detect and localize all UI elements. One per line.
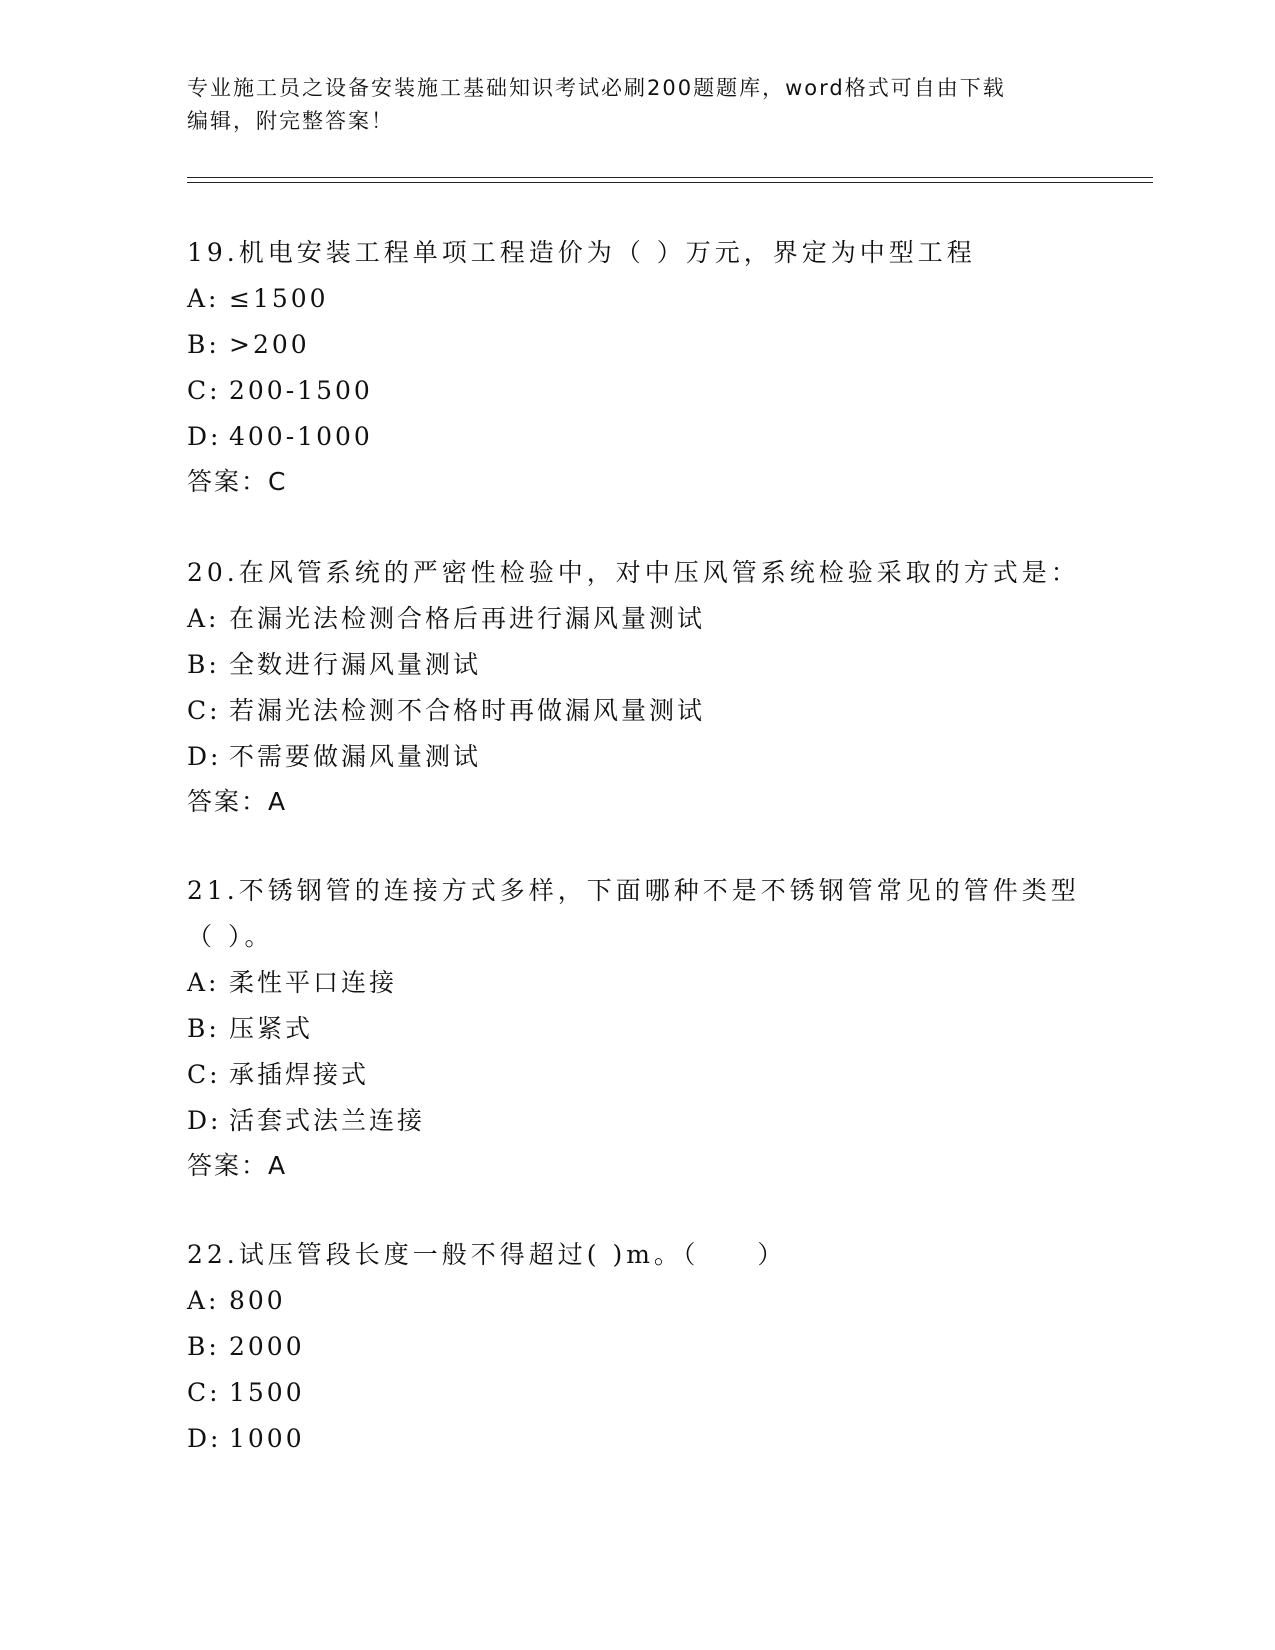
option-b[interactable]: [187, 322, 1087, 368]
option-letter: D:: [187, 1106, 222, 1135]
option-d[interactable]: [187, 414, 1087, 460]
option-b[interactable]: [187, 1006, 1087, 1052]
option-d[interactable]: [187, 1098, 1087, 1144]
option-letter: C:: [187, 696, 221, 725]
option-text: 全数进行漏风量测试: [229, 650, 482, 679]
option-b[interactable]: [187, 642, 1087, 688]
option-text: ≤1500: [229, 284, 329, 313]
answer-label: 答案：C: [187, 467, 288, 496]
option-letter: C:: [187, 1378, 221, 1407]
option-letter: B:: [187, 1014, 220, 1043]
option-a[interactable]: [187, 960, 1087, 1006]
question-19: [187, 230, 1087, 504]
option-text: >200: [229, 330, 310, 359]
option-c[interactable]: [187, 1052, 1087, 1098]
option-text: 柔性平口连接: [229, 968, 398, 997]
option-letter: C:: [187, 376, 221, 405]
question-stem: 19.机电安装工程单项工程造价为（ ）万元，界定为中型工程: [187, 238, 976, 267]
option-text: 若漏光法检测不合格时再做漏风量测试: [229, 696, 706, 725]
option-text: 2000: [229, 1332, 305, 1361]
option-letter: B:: [187, 330, 220, 359]
document-header: [187, 72, 1087, 138]
question-21: [187, 868, 1087, 1188]
option-b[interactable]: [187, 1324, 1087, 1370]
header-line-2: 编辑，附完整答案！: [187, 109, 394, 133]
option-text: 200-1500: [229, 376, 373, 405]
question-stem-continued: （ ）。: [187, 922, 274, 951]
option-c[interactable]: [187, 368, 1087, 414]
option-letter: A:: [187, 1286, 220, 1315]
option-text: 承插焊接式: [229, 1060, 370, 1089]
option-letter: D:: [187, 1424, 222, 1453]
answer-label: 答案：A: [187, 1151, 288, 1180]
question-stem: 20.在风管系统的严密性检验中，对中压风管系统检验采取的方式是：: [187, 558, 1080, 587]
option-d[interactable]: [187, 734, 1087, 780]
option-letter: D:: [187, 422, 222, 451]
option-text: 在漏光法检测合格后再进行漏风量测试: [229, 604, 706, 633]
option-text: 1500: [229, 1378, 305, 1407]
option-text: 1000: [229, 1424, 305, 1453]
option-a[interactable]: [187, 1278, 1087, 1324]
option-text: 压紧式: [229, 1014, 314, 1043]
question-stem: 21.不锈钢管的连接方式多样，下面哪种不是不锈钢管常见的管件类型: [187, 876, 1080, 905]
option-letter: A:: [187, 284, 220, 313]
option-c[interactable]: [187, 1370, 1087, 1416]
option-letter: A:: [187, 604, 220, 633]
option-a[interactable]: [187, 596, 1087, 642]
option-a[interactable]: [187, 276, 1087, 322]
header-line-1: 专业施工员之设备安装施工基础知识考试必刷200题题库，word格式可自由下载: [187, 76, 1006, 100]
option-letter: B:: [187, 650, 220, 679]
question-stem: 22.试压管段长度一般不得超过( )m。（ ）: [187, 1240, 787, 1269]
option-letter: A:: [187, 968, 220, 997]
option-text: 活套式法兰连接: [229, 1106, 426, 1135]
option-text: 800: [229, 1286, 286, 1315]
option-text: 400-1000: [229, 422, 373, 451]
answer-label: 答案：A: [187, 787, 288, 816]
header-divider-top: [187, 177, 1153, 178]
question-22: [187, 1232, 1087, 1462]
option-c[interactable]: [187, 688, 1087, 734]
option-text: 不需要做漏风量测试: [229, 742, 482, 771]
option-letter: B:: [187, 1332, 220, 1361]
option-d[interactable]: [187, 1416, 1087, 1462]
question-20: [187, 550, 1087, 824]
option-letter: C:: [187, 1060, 221, 1089]
header-divider-bottom: [187, 182, 1153, 183]
option-letter: D:: [187, 742, 222, 771]
